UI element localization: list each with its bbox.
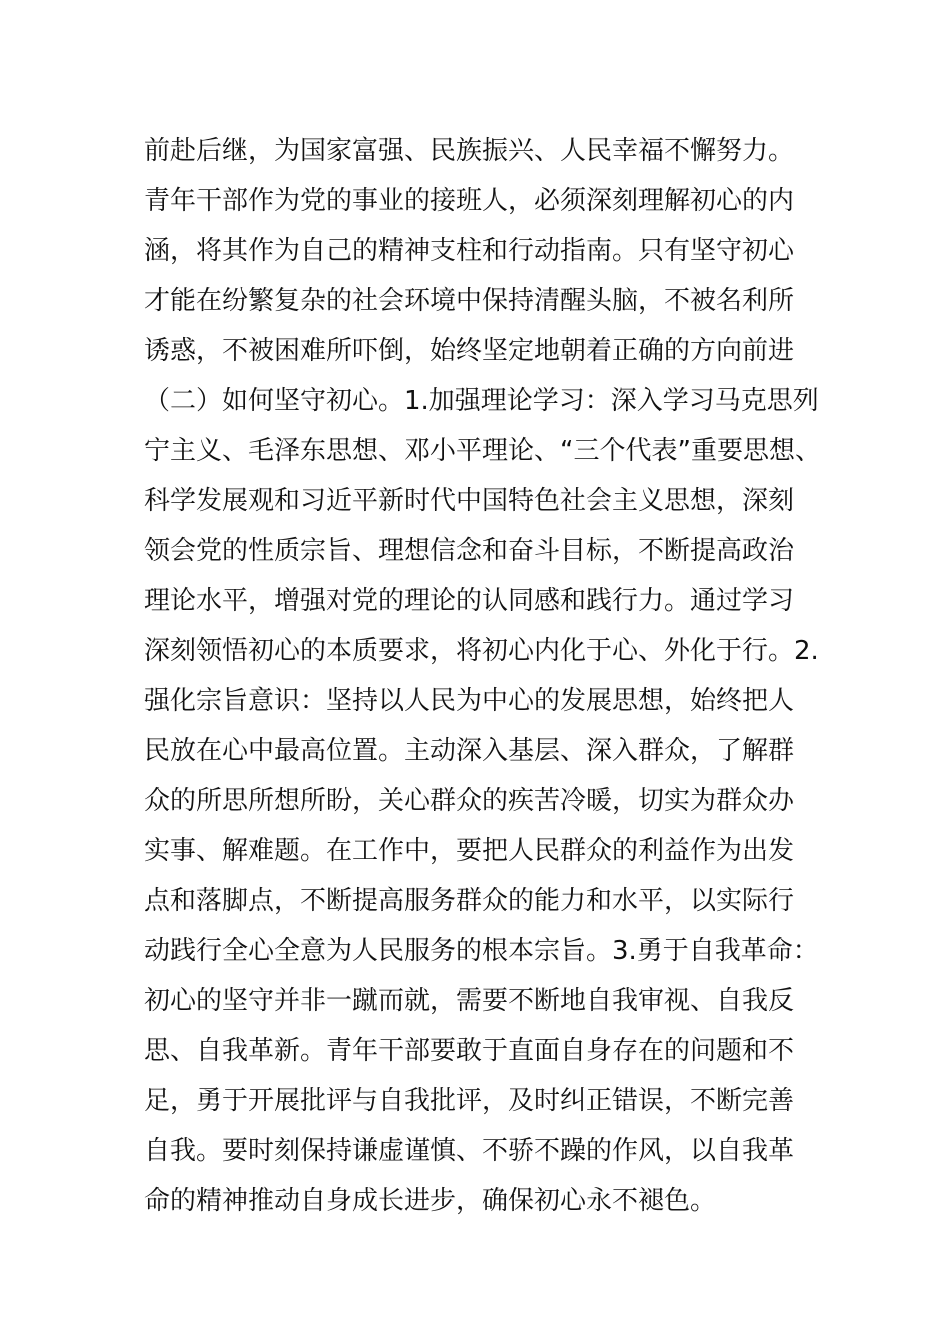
text-line-5: 诱惑，不被困难所吓倒，始终坚定地朝着正确的方向前进 bbox=[144, 336, 795, 366]
text-line-8: 科学发展观和习近平新时代中国特色社会主义思想，深刻 bbox=[144, 486, 795, 516]
text-line-21: 自我。要时刻保持谦虚谨慎、不骄不躁的作风，以自我革 bbox=[144, 1136, 795, 1166]
text-line-3: 涵，将其作为自己的精神支柱和行动指南。只有坚守初心 bbox=[144, 236, 795, 266]
text-line-16: 点和落脚点，不断提高服务群众的能力和水平，以实际行 bbox=[144, 886, 795, 916]
text-line-1: 前赴后继，为国家富强、民族振兴、人民幸福不懈努力。 bbox=[144, 136, 795, 166]
text-line-9: 领会党的性质宗旨、理想信念和奋斗目标，不断提高政治 bbox=[144, 536, 795, 566]
text-line-18: 初心的坚守并非一蹴而就，需要不断地自我审视、自我反 bbox=[144, 986, 795, 1016]
text-line-14: 众的所思所想所盼，关心群众的疾苦冷暖，切实为群众办 bbox=[144, 786, 795, 816]
body-text bbox=[144, 126, 824, 1226]
text-line-15: 实事、解难题。在工作中，要把人民群众的利益作为出发 bbox=[144, 836, 795, 866]
text-line-2: 青年干部作为党的事业的接班人，必须深刻理解初心的内 bbox=[144, 186, 795, 216]
text-line-13: 民放在心中最高位置。主动深入基层、深入群众，了解群 bbox=[144, 736, 795, 766]
text-line-4: 才能在纷繁复杂的社会环境中保持清醒头脑，不被名利所 bbox=[144, 286, 795, 316]
text-line-7: 宁主义、毛泽东思想、邓小平理论、“三个代表”重要思想、 bbox=[144, 436, 821, 466]
text-line-17: 动践行全心全意为人民服务的根本宗旨。3.勇于自我革命： bbox=[144, 936, 819, 966]
text-line-20: 足，勇于开展批评与自我批评，及时纠正错误，不断完善 bbox=[144, 1086, 795, 1116]
text-line-19: 思、自我革新。青年干部要敢于直面自身存在的问题和不 bbox=[144, 1036, 795, 1066]
text-line-11: 深刻领悟初心的本质要求，将初心内化于心、外化于行。2. bbox=[144, 636, 819, 666]
text-line-12: 强化宗旨意识：坚持以人民为中心的发展思想，始终把人 bbox=[144, 686, 795, 716]
text-line-10: 理论水平，增强对党的理论的认同感和践行力。通过学习 bbox=[144, 586, 795, 616]
text-line-22: 命的精神推动自身成长进步，确保初心永不褪色。 bbox=[144, 1186, 717, 1216]
text-line-6: （二）如何坚守初心。1.加强理论学习：深入学习马克思列 bbox=[144, 386, 819, 416]
